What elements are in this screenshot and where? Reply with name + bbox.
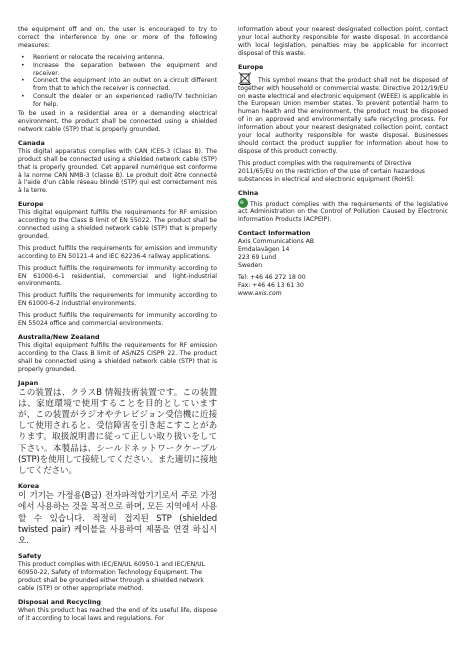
environment-friendly-use-period-icon: e	[238, 198, 248, 208]
country: Sweden	[238, 261, 263, 269]
left-column	[18, 26, 217, 627]
crossed-out-wheelie-bin-icon	[238, 72, 252, 85]
europe-paragraph: This product fulfills the requirements for immunity according to EN 61000-6-1 residential, commercial and light-industrial environments.	[18, 264, 217, 288]
list-item: • Consult the dealer or an experienced radio/TV technician for help.	[21, 93, 217, 109]
europe-paragraph: This product fulfills the requirements for immunity according to EN 55024 office and commercial environments.	[18, 312, 217, 328]
canada-heading: Canada	[18, 138, 45, 147]
telephone: Tel: +46 46 272 18 00	[238, 273, 306, 281]
residential-note: To be used in a residential area or a demanding electrical environment, the product shall be connected using a shielded network cable (STP) that is properly grounded.	[18, 110, 217, 133]
weee-text: This symbol means that the product shall not be disposed of together with household or commercial waste. Directive 2012/19/EU on waste electrical and electronic equipment (WEEE) is applicable in the European Union member states. To prevent potential harm to human health and the environment, the product must be disposed of in an approved and environmentally safe recycling process. For information about your nearest designated collection point, contact your local authority responsible for waste disposal. Businesses should contact the product supplier for information about how to dispose of this product correctly.	[238, 72, 448, 156]
australia-nz-text: This digital equipment fulfills the requirements for RF emission according to the Class B limit of AS/NZS CISPR 22. The product shall be connected using a shielded network cable (STP) that is properly grounded.	[18, 342, 217, 373]
japan-text: この装置は、クラスB 情報技術装置です。この装置は、家庭環境で使用することを目的としていますが、この装置がラジオやテレビジョン受信機に近接して使用されると、受信障害を引き起こすことがあります。取扱説明書に従って正しい取り扱いをして下さい。本製品は、シールドネットワークケーブル(STP)を使用して接続してください。また適切に接地してください。	[18, 387, 217, 477]
europe-paragraph: This product fulfills the requirements for immunity according to EN 61000-6-2 industrial environments.	[18, 292, 217, 308]
europe-heading: Europe	[18, 200, 44, 209]
interference-intro: the equipment off and on, the user is encouraged to try to correct the interference by one or more of the following measures:	[18, 26, 217, 49]
japan-heading: Japan	[18, 378, 39, 387]
website-link[interactable]: www.axis.com	[238, 289, 282, 297]
canada-text: This digital apparatus complies with CAN ICES-3 (Class B). The product shall be connected using a shielded network cable (STP) that is properly grounded. Cet appareil numérique est conforme à la norme CAN NMB-3 (classe B). Le produit doit être connecté à l'aide d'un câble réseau blindé (STP) qui est correctement mis à la terre.	[18, 147, 217, 195]
bullet-icon: •	[21, 93, 25, 101]
right-column	[238, 26, 448, 298]
disposal-text: When this product has reached the end of its useful life, dispose of it according to local laws and regulations. For	[18, 606, 217, 622]
company-name: Axis Communications AB	[238, 238, 315, 246]
safety-heading: Safety	[18, 552, 42, 561]
rohs-text: This product complies with the requirements of Directive 2011/65/EU on the restriction of the use of certain hazardous substances in electrical and electronic equipment (RoHS).	[238, 159, 425, 183]
bullet-icon: •	[21, 77, 25, 85]
china-heading: China	[238, 188, 259, 197]
china-text: e This product complies with the requirements of the legislative act Administration on the Control of Pollution Caused by Electronic Information Products (ACPEIP).	[238, 198, 448, 224]
europe-heading: Europe	[238, 62, 264, 71]
street-address: Emdalavägen 14	[238, 246, 290, 254]
korea-heading: Korea	[18, 482, 40, 491]
postal-city: 223 69 Lund	[238, 254, 277, 262]
safety-text: This product complies with IEC/EN/UL 60950-1 and IEC/EN/UL 60950-22, Safety of Information Technology Equipment. The product shall be grounded either through a shielded network cable (STP) or other appropriate method.	[18, 561, 206, 592]
contact-heading: Contact Information	[238, 229, 311, 238]
europe-paragraph: This digital equipment fulfills the requirements for RF emission according to the Class B limit of EN 55022. The product shall be connected using a shielded network cable (STP) that is properly grounded.	[18, 209, 217, 240]
bullet-icon: •	[21, 53, 25, 61]
bullet-icon: •	[21, 61, 25, 69]
disposal-heading: Disposal and Recycling	[18, 597, 101, 606]
list-item: • Reorient or relocate the receiving antenna.	[21, 53, 165, 61]
fax: Fax: +46 46 13 61 30	[238, 281, 304, 289]
contact-address	[238, 238, 448, 297]
list-item: • Connect the equipment into an outlet on a circuit different from that to which the receiver is connected.	[21, 77, 217, 93]
europe-paragraph: This product fulfills the requirements for emission and immunity according to EN 50121-4 and IEC 62236-4 railway applications.	[18, 244, 217, 260]
korea-text: 이 기기는 가정용(B급) 전자파적합기기로서 주로 가정에서 사용하는 것을 목적으로 하며, 모든 지역에서 사용할 수 있습니다. 적절히 접지된 STP (shielded twisted pair) 케이블을 사용하여 제품을 연결 하십시오.	[18, 491, 217, 547]
disposal-info-text: information about your nearest designated collection point, contact your local authority responsible for waste disposal. In accordance with local legislation, penalties may be applicable for incorrect disposal of this waste.	[238, 26, 448, 57]
australia-nz-heading: Australia/New Zealand	[18, 333, 100, 341]
list-item: • Increase the separation between the equipment and receiver.	[21, 61, 217, 77]
interference-measures-list	[18, 54, 217, 109]
